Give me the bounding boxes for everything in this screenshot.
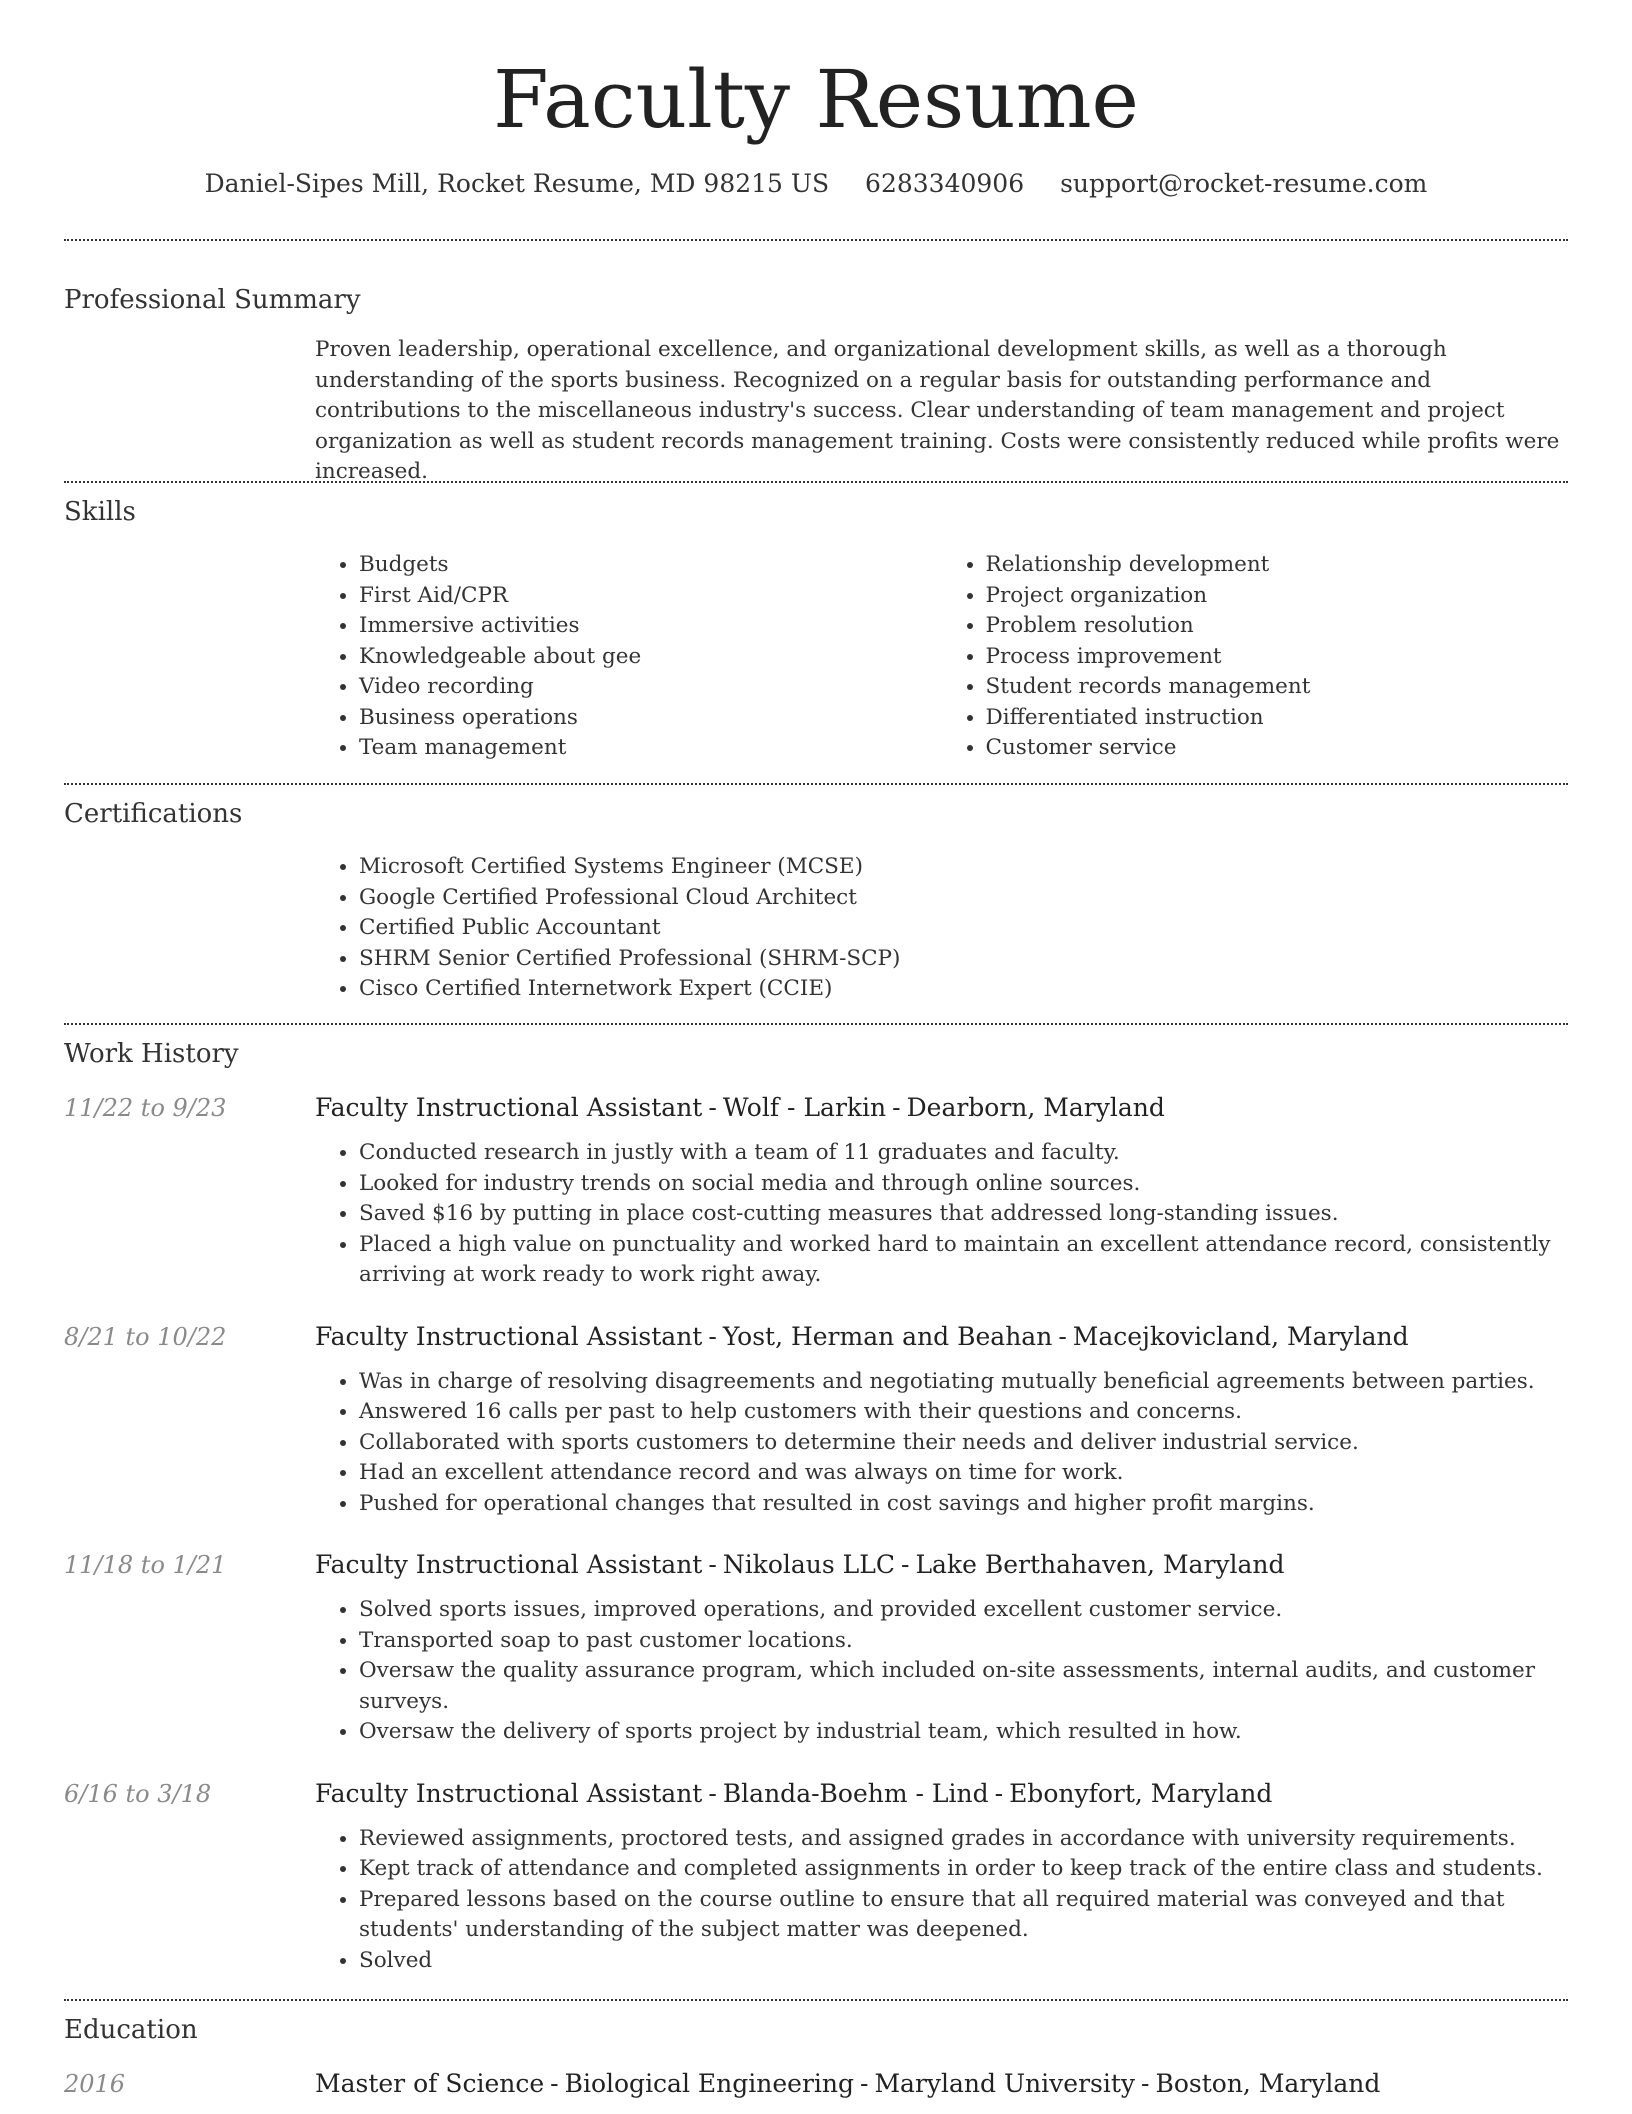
job-bullets	[315, 1138, 1568, 1291]
education-field: Biological Engineering	[564, 2069, 854, 2098]
certification-item: • Microsoft Certified Systems Engineer (MCSE)	[359, 852, 1568, 883]
job-dates: 11/18 to 1/21	[64, 1551, 227, 1579]
skill-item: • Knowledgeable about gee	[359, 642, 942, 673]
work-history-heading: Work History	[64, 1039, 239, 1069]
job-bullet: • Kept track of attendance and completed assignments in order to keep track of the entire class and students.	[359, 1854, 1568, 1885]
job-dates: 6/16 to 3/18	[64, 1779, 212, 1808]
job-bullet: • Saved $16 by putting in place cost-cutting measures that addressed long-standing issues.	[359, 1199, 1568, 1230]
summary-heading: Professional Summary	[64, 285, 361, 315]
job-title: Faculty Instructional Assistant	[315, 1778, 703, 1808]
skill-item: • First Aid/CPR	[359, 581, 942, 612]
job-heading: Faculty Instructional Assistant - Wolf - Larkin - Dearborn, Maryland	[315, 1093, 1165, 1122]
certifications-heading: Certifications	[64, 799, 243, 829]
job-heading: Faculty Instructional Assistant - Nikolaus LLC - Lake Berthahaven, Maryland	[315, 1550, 1285, 1579]
job-bullet: • Looked for industry trends on social media and through online sources.	[359, 1169, 1568, 1200]
job-bullet: • Solved	[359, 1946, 1568, 1977]
skill-item: • Video recording	[359, 672, 942, 703]
job-bullets	[315, 1595, 1568, 1748]
section-divider	[64, 1999, 1568, 2001]
education-heading-line: Master of Science - Biological Engineering - Maryland University - Boston, Maryland	[315, 2069, 1381, 2098]
skills-column-left	[315, 550, 942, 764]
job-bullets	[315, 1824, 1568, 1977]
job-location: Macejkovicland, Maryland	[1072, 1321, 1409, 1351]
job-bullet: • Pushed for operational changes that resulted in cost savings and higher profit margins.	[359, 1489, 1568, 1520]
skill-item: • Relationship development	[986, 550, 1569, 581]
job-entry	[64, 1320, 1568, 1520]
contact-email: support@rocket-resume.com	[1060, 169, 1428, 198]
skills-list	[315, 550, 1568, 764]
skills-column-right	[942, 550, 1569, 764]
skills-heading: Skills	[64, 497, 136, 527]
education-degree: Master of Science	[315, 2069, 545, 2098]
job-company: Yost, Herman and Beahan	[722, 1321, 1053, 1351]
education-heading: Education	[64, 2015, 198, 2045]
job-bullet: • Answered 16 calls per past to help customers with their questions and concerns.	[359, 1397, 1568, 1428]
skill-item: • Team management	[359, 733, 942, 764]
certification-item: • Google Certified Professional Cloud Architect	[359, 883, 1568, 914]
summary-text: Proven leadership, operational excellence, and organizational development skills, as well as a thorough understanding of the sports business. Recognized on a regular basis for outstanding performance and contributions to the miscellaneous industry's success. Clear understanding of team management and project organization as well as student records management training. Costs were consistently reduced while profits were increased.	[315, 337, 1560, 484]
job-bullet: • Collaborated with sports customers to determine their needs and deliver industrial service.	[359, 1428, 1568, 1459]
skill-item: • Differentiated instruction	[986, 703, 1569, 734]
job-bullet: • Was in charge of resolving disagreements and negotiating mutually beneficial agreements between parties.	[359, 1367, 1568, 1398]
education-section	[64, 1999, 1568, 2114]
skill-item: • Problem resolution	[986, 611, 1569, 642]
job-bullet: • Prepared lessons based on the course outline to ensure that all required material was conveyed and that students' understanding of the subject matter was deepened.	[359, 1885, 1568, 1946]
skill-item: • Business operations	[359, 703, 942, 734]
certifications-section	[64, 783, 1568, 1005]
job-bullet: • Solved sports issues, improved operations, and provided excellent customer service.	[359, 1595, 1568, 1626]
certification-item: • Cisco Certified Internetwork Expert (CCIE)	[359, 974, 1568, 1005]
certification-item: • SHRM Senior Certified Professional (SHRM-SCP)	[359, 944, 1568, 975]
job-location: Lake Berthahaven, Maryland	[915, 1550, 1285, 1579]
job-entry	[64, 1777, 1568, 1977]
job-bullet: • Reviewed assignments, proctored tests, and assigned grades in accordance with university requirements.	[359, 1824, 1568, 1855]
job-location: Ebonyfort, Maryland	[1009, 1778, 1273, 1808]
job-title: Faculty Instructional Assistant	[315, 1321, 703, 1351]
skills-section	[64, 481, 1568, 764]
job-bullets	[315, 1367, 1568, 1520]
section-divider	[64, 239, 1568, 241]
job-title: Faculty Instructional Assistant	[315, 1550, 703, 1579]
work-history-section	[64, 1023, 1568, 1976]
summary-section	[64, 239, 1568, 488]
contact-address: Daniel-Sipes Mill, Rocket Resume, MD 98215 US	[204, 169, 830, 198]
job-bullet: • Oversaw the quality assurance program, which included on-site assessments, internal audits, and customer surveys.	[359, 1656, 1568, 1717]
job-company: Wolf - Larkin	[722, 1093, 887, 1122]
skill-item: • Student records management	[986, 672, 1569, 703]
resume-title: Faculty Resume	[493, 53, 1139, 146]
job-title: Faculty Instructional Assistant	[315, 1093, 703, 1122]
contact-phone: 6283340906	[865, 169, 1025, 198]
skill-item: • Project organization	[986, 581, 1569, 612]
job-bullet: • Transported soap to past customer locations.	[359, 1626, 1568, 1657]
job-company: Blanda-Boehm - Lind	[722, 1778, 989, 1808]
job-bullet: • Oversaw the delivery of sports project by industrial team, which resulted in how.	[359, 1717, 1568, 1748]
job-bullet: • Had an excellent attendance record and was always on time for work.	[359, 1458, 1568, 1489]
skill-item: • Budgets	[359, 550, 942, 581]
summary-content	[315, 335, 1568, 488]
education-school: Maryland University	[874, 2069, 1136, 2098]
education-location: Boston, Maryland	[1155, 2069, 1381, 2098]
education-entry	[64, 2067, 1568, 2114]
certification-item: • Certified Public Accountant	[359, 913, 1568, 944]
section-divider	[64, 783, 1568, 785]
skill-item: • Immersive activities	[359, 611, 942, 642]
skill-item: • Process improvement	[986, 642, 1569, 673]
section-divider	[64, 481, 1568, 483]
job-dates: 8/21 to 10/22	[64, 1322, 227, 1351]
certifications-list	[315, 852, 1568, 1005]
job-heading: Faculty Instructional Assistant - Blanda-Boehm - Lind - Ebonyfort, Maryland	[315, 1778, 1273, 1808]
section-divider	[64, 1023, 1568, 1025]
job-bullet: • Placed a high value on punctuality and worked hard to maintain an excellent attendance record, consistently arriving at work ready to work right away.	[359, 1230, 1568, 1291]
skill-item: • Customer service	[986, 733, 1569, 764]
job-bullet: • Conducted research in justly with a team of 11 graduates and faculty.	[359, 1138, 1568, 1169]
education-year: 2016	[64, 2070, 126, 2098]
job-company: Nikolaus LLC	[722, 1550, 895, 1579]
job-heading: Faculty Instructional Assistant - Yost, Herman and Beahan - Macejkovicland, Maryland	[315, 1321, 1409, 1351]
job-entry	[64, 1091, 1568, 1291]
contact-line	[0, 168, 1632, 200]
job-dates: 11/22 to 9/23	[64, 1094, 227, 1122]
job-entry	[64, 1548, 1568, 1748]
job-location: Dearborn, Maryland	[906, 1093, 1165, 1122]
